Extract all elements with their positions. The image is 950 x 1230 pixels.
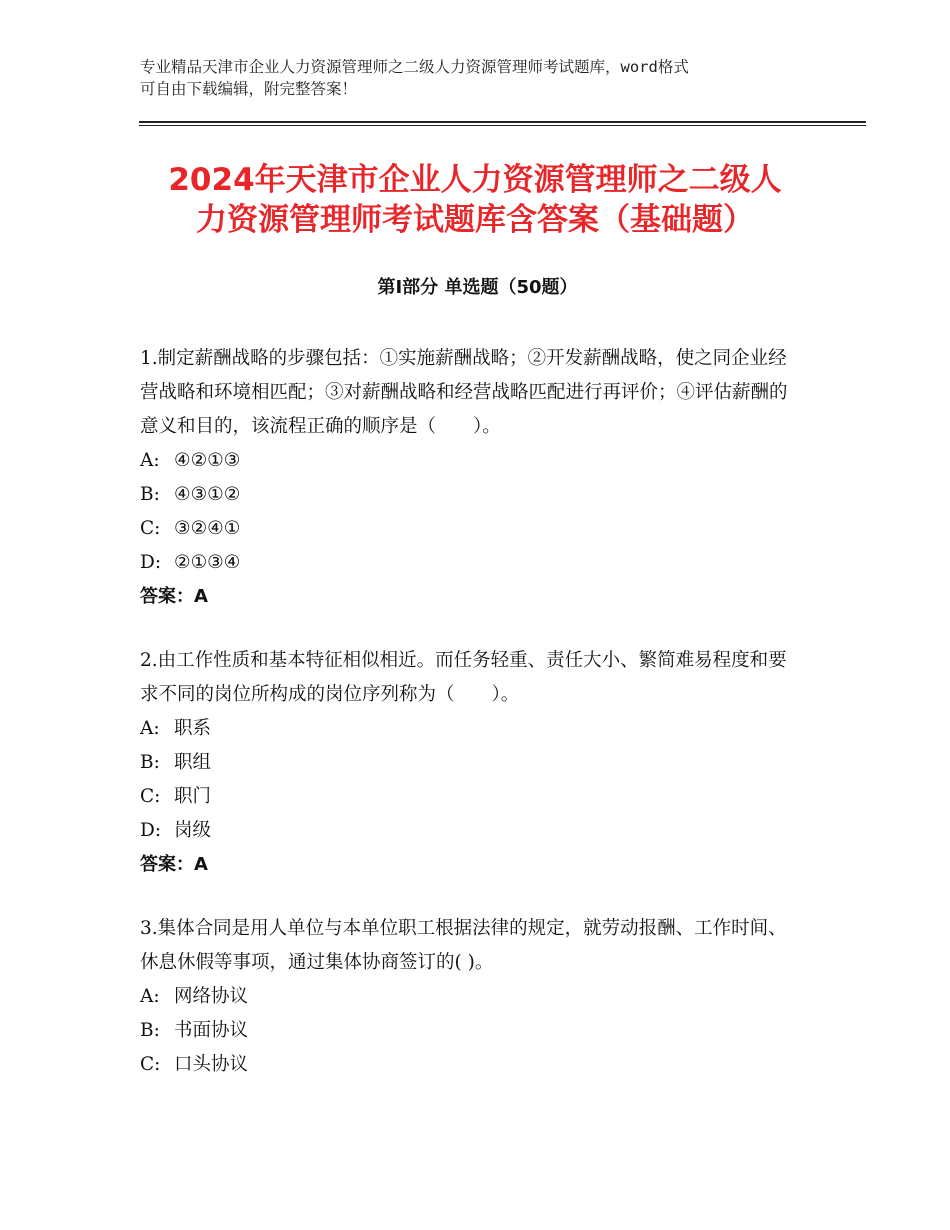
option-a	[140, 712, 800, 746]
option-letter: B:	[140, 1020, 160, 1041]
option-c	[140, 512, 800, 546]
page-title	[130, 160, 820, 240]
option-a	[140, 980, 800, 1014]
question-3	[140, 912, 800, 1082]
question-2	[140, 644, 800, 882]
option-letter: A:	[140, 986, 160, 1007]
title-line-1: 2024年天津市企业人力资源管理师之二级人	[168, 162, 782, 198]
document-header	[140, 56, 820, 100]
question-text: 1.制定薪酬战略的步骤包括：①实施薪酬战略；②开发薪酬战略，使之同企业经营战略和环境相匹配；③对薪酬战略和经营战略匹配进行再评价；④评估薪酬的意义和目的，该流程正确的顺序是（ ）。	[140, 348, 788, 437]
section-heading: 第Ⅰ部分 单选题（50题）	[377, 277, 578, 298]
answer-label: 答案：A	[140, 586, 208, 607]
option-text: ②①③④	[174, 552, 241, 573]
option-b	[140, 1014, 800, 1048]
option-d	[140, 814, 800, 848]
option-letter: A:	[140, 450, 160, 471]
option-d	[140, 546, 800, 580]
header-line-2: 可自由下载编辑，附完整答案！	[140, 80, 358, 98]
option-text: 网络协议	[174, 986, 249, 1007]
option-letter: C:	[140, 786, 161, 807]
question-list	[140, 342, 800, 1112]
option-letter: D:	[140, 820, 162, 841]
title-line-2: 力资源管理师考试题库含答案（基础题）	[196, 202, 754, 238]
answer-label: 答案：A	[140, 854, 208, 875]
option-b	[140, 746, 800, 780]
header-rule-thin	[139, 125, 866, 126]
option-letter: D:	[140, 552, 162, 573]
option-text: 岗级	[174, 820, 212, 841]
question-text: 3.集体合同是用人单位与本单位职工根据法律的规定，就劳动报酬、工作时间、休息休假等事项，通过集体协商签订的( )。	[140, 918, 787, 973]
question-text: 2.由工作性质和基本特征相似相近。而任务轻重、责任大小、繁简难易程度和要求不同的岗位所构成的岗位序列称为（ ）。	[140, 650, 787, 705]
option-letter: B:	[140, 752, 160, 773]
option-letter: A:	[140, 718, 160, 739]
option-text: 职系	[174, 718, 212, 739]
option-c	[140, 1048, 800, 1082]
header-line-1: 专业精品天津市企业人力资源管理师之二级人力资源管理师考试题库，word格式	[140, 58, 689, 76]
option-text: 职组	[174, 752, 212, 773]
option-letter: B:	[140, 484, 160, 505]
option-letter: C:	[140, 518, 161, 539]
option-text: ④③①②	[174, 484, 241, 505]
option-text: ④②①③	[174, 450, 241, 471]
option-c	[140, 780, 800, 814]
option-text: 书面协议	[174, 1020, 249, 1041]
option-a	[140, 444, 800, 478]
option-letter: C:	[140, 1054, 161, 1075]
option-text: 职门	[174, 786, 212, 807]
question-1	[140, 342, 800, 614]
option-text: 口头协议	[174, 1054, 249, 1075]
header-rule-thick	[139, 121, 866, 123]
option-b	[140, 478, 800, 512]
option-text: ③②④①	[174, 518, 241, 539]
